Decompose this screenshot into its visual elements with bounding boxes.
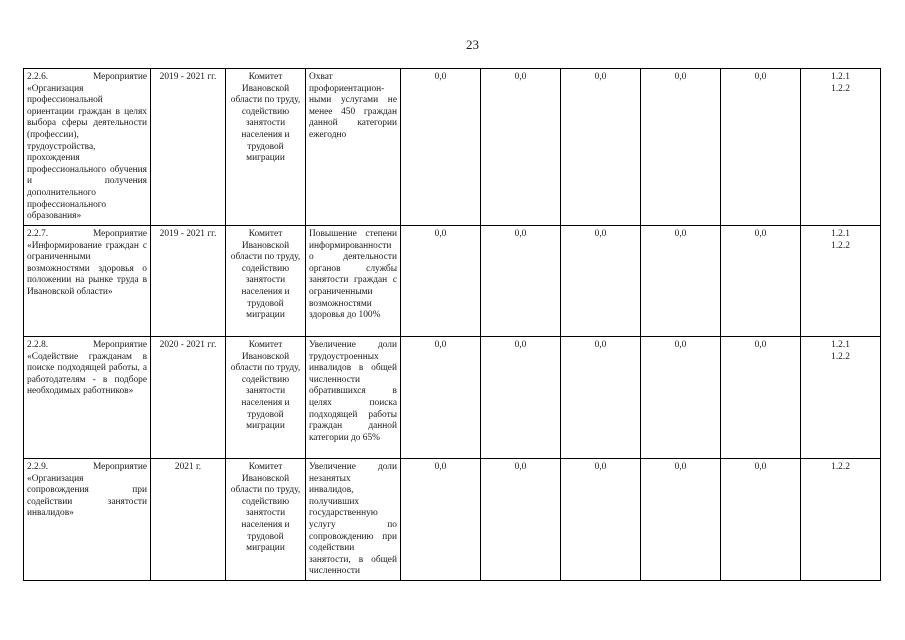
table-row xyxy=(24,459,881,581)
executor-cell: Комитет Ивановской области по труду, содействию занятости населения и трудовой миграции xyxy=(226,337,306,459)
value-cell-5: 0,0 xyxy=(721,69,801,226)
result-cell: Увеличение доли трудоустроенных инвалидов в общей численности обратившихся в целях поиска подходящей работы граждан данной категории до 65% xyxy=(306,337,401,459)
value-cell-4: 0,0 xyxy=(641,337,721,459)
value-cell-4: 0,0 xyxy=(641,226,721,337)
value-cell-5: 0,0 xyxy=(721,459,801,581)
value-cell-5: 0,0 xyxy=(721,337,801,459)
period-cell: 2019 - 2021 гг. xyxy=(151,226,226,337)
indicators-cell xyxy=(801,459,881,581)
event-cell: 2.2.7. Мероприятие «Информирование граждан с ограниченными возможностями здоровья о положении на рынке труда в Ивановской области» xyxy=(24,226,151,337)
value-cell-4: 0,0 xyxy=(641,459,721,581)
indicator-code: 1.2.1 xyxy=(831,72,850,82)
period-cell: 2021 г. xyxy=(151,459,226,581)
value-cell-4: 0,0 xyxy=(641,69,721,226)
value-cell-1: 0,0 xyxy=(401,337,481,459)
indicator-code: 1.2.2 xyxy=(831,240,850,251)
indicator-code: 1.2.2 xyxy=(831,351,850,362)
indicators-cell xyxy=(801,337,881,459)
result-cell: Повышение степени информированности о деятельности органов службы занятости граждан с ограниченными возможностями здоровья до 100% xyxy=(306,226,401,337)
value-cell-1: 0,0 xyxy=(401,226,481,337)
value-cell-2: 0,0 xyxy=(481,459,561,581)
period-cell: 2019 - 2021 гг. xyxy=(151,69,226,226)
indicator-code: 1.2.1 xyxy=(831,340,850,350)
value-cell-3: 0,0 xyxy=(561,226,641,337)
executor-cell: Комитет Ивановской области по труду, содействию занятости населения и трудовой миграции xyxy=(226,226,306,337)
indicators-cell xyxy=(801,226,881,337)
value-cell-2: 0,0 xyxy=(481,226,561,337)
value-cell-1: 0,0 xyxy=(401,459,481,581)
value-cell-3: 0,0 xyxy=(561,69,641,226)
executor-cell: Комитет Ивановской области по труду, содействию занятости населения и трудовой миграции xyxy=(226,69,306,226)
table-row xyxy=(24,226,881,337)
indicator-code: 1.2.2 xyxy=(831,83,850,94)
value-cell-2: 0,0 xyxy=(481,337,561,459)
event-cell: 2.2.9. Мероприятие «Организация сопровождения при содействии занятости инвалидов» xyxy=(24,459,151,581)
indicator-code: 1.2.2 xyxy=(831,462,850,472)
result-cell: Охват профориентацион-ными услугами не менее 450 граждан данной категории ежегодно xyxy=(306,69,401,226)
indicator-code: 1.2.1 xyxy=(831,229,850,239)
period-cell: 2020 - 2021 гг. xyxy=(151,337,226,459)
value-cell-2: 0,0 xyxy=(481,69,561,226)
value-cell-1: 0,0 xyxy=(401,69,481,226)
value-cell-3: 0,0 xyxy=(561,459,641,581)
event-cell: 2.2.8. Мероприятие «Содействие гражданам в поиске подходящей работы, а работодателям - в подборе необходимых работников» xyxy=(24,337,151,459)
value-cell-5: 0,0 xyxy=(721,226,801,337)
table-row xyxy=(24,69,881,226)
page-number: 23 xyxy=(466,37,479,52)
measures-table xyxy=(23,68,881,581)
event-cell: 2.2.6. Мероприятие «Организация профессиональной ориентации граждан в целях выбора сферы деятельности (профессии), трудоустройства, прохождения профессионального обучения и получения дополнительного профессионального образования» xyxy=(24,69,151,226)
value-cell-3: 0,0 xyxy=(561,337,641,459)
table-row xyxy=(24,337,881,459)
executor-cell: Комитет Ивановской области по труду, содействию занятости населения и трудовой миграции xyxy=(226,459,306,581)
indicators-cell xyxy=(801,69,881,226)
result-cell: Увеличение доли незанятых инвалидов, получивших государственную услугу по сопровождению при содействии занятости, в общей численности xyxy=(306,459,401,581)
